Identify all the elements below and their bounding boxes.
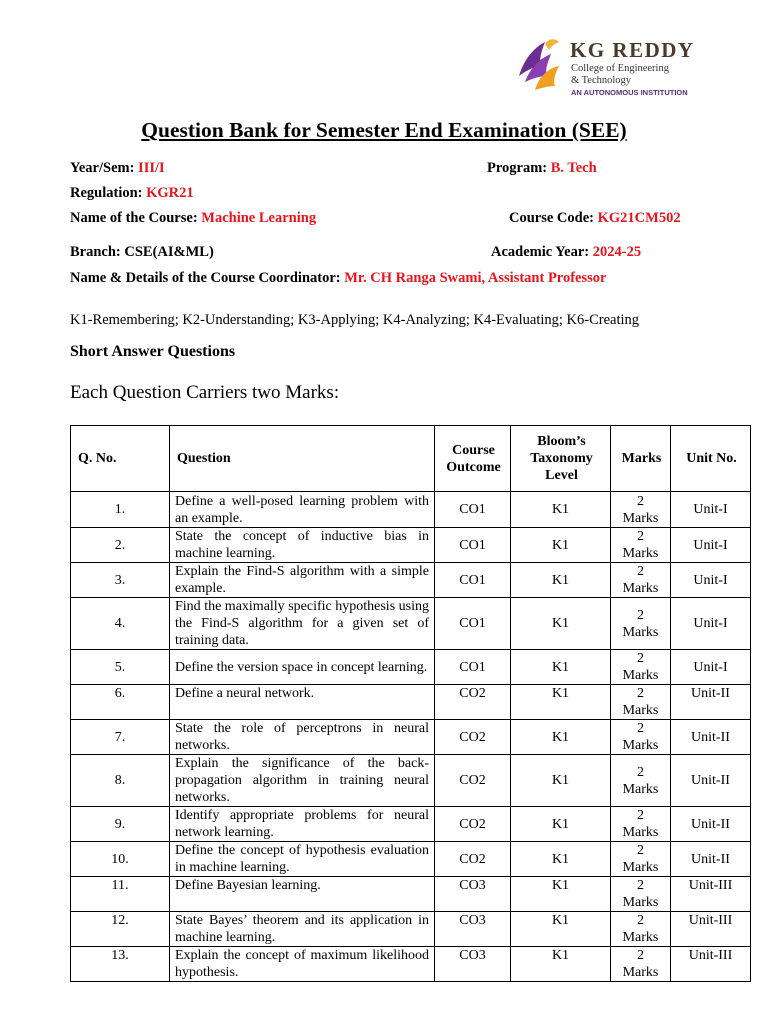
course-outcome: CO2 — [435, 755, 511, 807]
blooms-level: K1 — [511, 947, 611, 982]
marks-word: Marks — [622, 581, 659, 596]
course-code — [509, 210, 681, 227]
course-name-value: Machine Learning — [201, 210, 317, 226]
marks-number: 2 — [637, 948, 644, 963]
marks — [611, 755, 671, 807]
course-outcome: CO2 — [435, 807, 511, 842]
question-text: Define Bayesian learning. — [170, 877, 435, 912]
marks-word: Marks — [622, 781, 659, 797]
unit-number: Unit-II — [671, 720, 751, 755]
question-text: Define a well-posed learning problem with an example. — [170, 492, 435, 528]
marks-word: Marks — [622, 624, 659, 640]
table-row — [71, 755, 751, 807]
table-row — [71, 528, 751, 563]
question-table — [70, 425, 751, 982]
unit-number: Unit-II — [671, 842, 751, 877]
unit-number: Unit-III — [671, 947, 751, 982]
blooms-level: K1 — [511, 755, 611, 807]
question-number: 4. — [71, 598, 170, 650]
table-row — [71, 563, 751, 598]
marks-number: 2 — [637, 686, 644, 701]
blooms-level: K1 — [511, 877, 611, 912]
course-outcome: CO1 — [435, 528, 511, 563]
regulation-label: Regulation: — [70, 185, 143, 201]
blooms-level: K1 — [511, 720, 611, 755]
blooms-level: K1 — [511, 492, 611, 528]
table-row — [71, 720, 751, 755]
marks-word: Marks — [622, 825, 659, 840]
question-number: 13. — [71, 947, 170, 982]
marks-number: 2 — [637, 564, 644, 579]
regulation-value: KGR21 — [146, 185, 194, 201]
table-row — [71, 685, 751, 720]
year-sem-value: III/I — [138, 160, 165, 176]
marks — [611, 685, 671, 720]
course-code-label: Course Code: — [509, 210, 594, 226]
unit-number: Unit-III — [671, 877, 751, 912]
marks — [611, 807, 671, 842]
marks-word: Marks — [622, 895, 659, 910]
regulation — [70, 185, 194, 202]
question-text: State the role of perceptrons in neural networks. — [170, 720, 435, 755]
question-number: 6. — [71, 685, 170, 720]
branch — [70, 244, 214, 261]
marks-number: 2 — [637, 607, 644, 623]
blooms-level: K1 — [511, 685, 611, 720]
academic-year — [491, 244, 641, 261]
marks-number: 2 — [637, 493, 644, 509]
blooms-level: K1 — [511, 912, 611, 947]
program — [487, 160, 597, 177]
question-text: Explain the concept of maximum likelihood hypothesis. — [170, 947, 435, 982]
course-name-label: Name of the Course: — [70, 210, 198, 226]
question-text: State Bayes’ theorem and its application in machine learning. — [170, 912, 435, 947]
table-header-row — [71, 426, 751, 492]
blooms-level: K1 — [511, 598, 611, 650]
marks — [611, 492, 671, 528]
marks — [611, 720, 671, 755]
logo-subtitle-2: & Technology — [571, 75, 632, 86]
year-sem-label: Year/Sem: — [70, 160, 135, 176]
course-outcome: CO1 — [435, 650, 511, 685]
question-text: Define the concept of hypothesis evaluation in machine learning. — [170, 842, 435, 877]
table-row — [71, 492, 751, 528]
question-number: 7. — [71, 720, 170, 755]
question-number: 1. — [71, 492, 170, 528]
marks-number: 2 — [637, 651, 644, 666]
marks — [611, 563, 671, 598]
table-row — [71, 877, 751, 912]
table-row — [71, 807, 751, 842]
coordinator-value: Mr. CH Ranga Swami, Assistant Professor — [344, 270, 607, 286]
question-text: State the concept of inductive bias in machine learning. — [170, 528, 435, 563]
blooms-level: K1 — [511, 528, 611, 563]
question-number: 2. — [71, 528, 170, 563]
blooms-level: K1 — [511, 807, 611, 842]
question-number: 5. — [71, 650, 170, 685]
question-text: Explain the significance of the back-propagation algorithm in training neural networks. — [170, 755, 435, 807]
unit-number: Unit-I — [671, 650, 751, 685]
table-row — [71, 842, 751, 877]
marks-word: Marks — [622, 860, 659, 875]
blooms-levels-legend: K1-Remembering; K2-Understanding; K3-Applying; K4-Analyzing; K4-Evaluating; K6-Creating — [70, 312, 640, 328]
course-outcome: CO1 — [435, 563, 511, 598]
marks-number: 2 — [637, 721, 644, 736]
question-text: Define a neural network. — [170, 685, 435, 720]
header-qno: Q. No. — [71, 426, 170, 492]
unit-number: Unit-II — [671, 807, 751, 842]
course-outcome: CO3 — [435, 912, 511, 947]
question-number: 8. — [71, 755, 170, 807]
question-number: 11. — [71, 877, 170, 912]
marks-number: 2 — [637, 913, 644, 928]
program-value: B. Tech — [550, 160, 597, 176]
question-number: 3. — [71, 563, 170, 598]
course-outcome: CO1 — [435, 598, 511, 650]
marks-word: Marks — [622, 668, 659, 683]
logo-tagline: AN AUTONOMOUS INSTITUTION — [571, 88, 688, 97]
marks — [611, 877, 671, 912]
header-blooms-level — [511, 426, 611, 492]
header-bloom-line2: Taxonomy — [530, 451, 593, 466]
question-text: Find the maximally specific hypothesis using the Find-S algorithm for a given set of training data. — [170, 598, 435, 650]
marks — [611, 947, 671, 982]
marks-word: Marks — [622, 703, 659, 718]
academic-year-value: 2024-25 — [592, 244, 642, 260]
branch-label: Branch: CSE(AI&ML) — [70, 244, 214, 260]
blooms-level: K1 — [511, 842, 611, 877]
marks-note: Each Question Carriers two Marks: — [70, 382, 340, 403]
marks-word: Marks — [622, 930, 659, 945]
college-logo — [515, 36, 705, 100]
unit-number: Unit-III — [671, 912, 751, 947]
course-name — [70, 210, 316, 227]
question-text: Explain the Find-S algorithm with a simple example. — [170, 563, 435, 598]
course-outcome: CO2 — [435, 720, 511, 755]
marks-word: Marks — [622, 546, 659, 561]
question-text: Define the version space in concept learning. — [170, 650, 435, 685]
academic-year-label: Academic Year: — [491, 244, 590, 260]
table-row — [71, 947, 751, 982]
marks-number: 2 — [637, 808, 644, 823]
course-outcome: CO2 — [435, 842, 511, 877]
program-label: Program: — [487, 160, 548, 176]
table-row — [71, 912, 751, 947]
blooms-level: K1 — [511, 650, 611, 685]
marks — [611, 650, 671, 685]
course-outcome: CO3 — [435, 877, 511, 912]
year-sem — [70, 160, 165, 177]
header-bloom-line1: Bloom’s — [537, 434, 586, 449]
question-text: Identify appropriate problems for neural network learning. — [170, 807, 435, 842]
marks-number: 2 — [637, 843, 644, 858]
unit-number: Unit-II — [671, 685, 751, 720]
table-row — [71, 598, 751, 650]
course-outcome: CO2 — [435, 685, 511, 720]
section-title: Short Answer Questions — [70, 343, 236, 360]
header-co-line2: Outcome — [446, 459, 501, 475]
marks-word: Marks — [622, 965, 659, 980]
header-question: Question — [170, 426, 435, 492]
coordinator-label: Name & Details of the Course Coordinator: — [70, 270, 341, 286]
logo-name: KG REDDY — [570, 38, 695, 62]
marks-number: 2 — [637, 878, 644, 893]
course-outcome: CO3 — [435, 947, 511, 982]
question-number: 9. — [71, 807, 170, 842]
unit-number: Unit-I — [671, 598, 751, 650]
header-course-outcome — [435, 426, 511, 492]
logo-subtitle-1: College of Engineering — [571, 63, 669, 74]
unit-number: Unit-I — [671, 563, 751, 598]
marks-number: 2 — [637, 529, 644, 544]
eagle-logo-icon — [515, 36, 565, 100]
marks — [611, 912, 671, 947]
page-title: Question Bank for Semester End Examination (SEE) — [141, 118, 627, 142]
marks — [611, 842, 671, 877]
header-unit: Unit No. — [671, 426, 751, 492]
course-outcome: CO1 — [435, 492, 511, 528]
unit-number: Unit-II — [671, 755, 751, 807]
header-co-line1: Course — [452, 442, 495, 458]
question-number: 10. — [71, 842, 170, 877]
marks — [611, 598, 671, 650]
table-row — [71, 650, 751, 685]
course-code-value: KG21CM502 — [597, 210, 681, 226]
marks-word: Marks — [622, 738, 659, 753]
header-bloom-line3: Level — [545, 468, 578, 483]
marks — [611, 528, 671, 563]
blooms-level: K1 — [511, 563, 611, 598]
unit-number: Unit-I — [671, 528, 751, 563]
marks-number: 2 — [637, 764, 644, 780]
header-marks: Marks — [611, 426, 671, 492]
course-coordinator — [70, 270, 606, 287]
marks-word: Marks — [622, 510, 659, 526]
unit-number: Unit-I — [671, 492, 751, 528]
question-number: 12. — [71, 912, 170, 947]
